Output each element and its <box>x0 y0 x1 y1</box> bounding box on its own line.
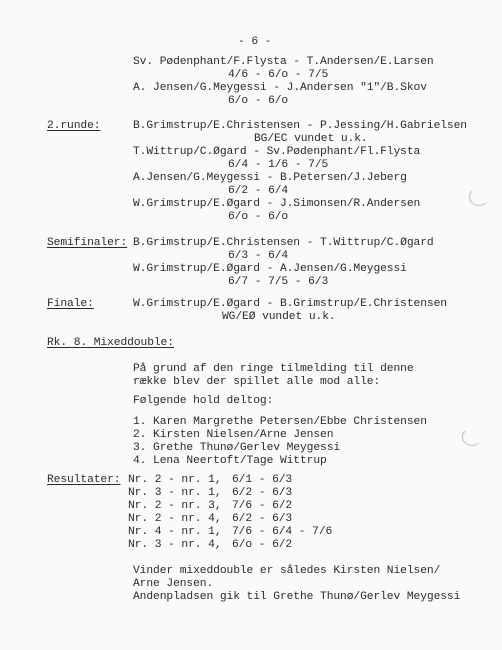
match-line: B.Grimstrup/E.Christensen - T.Wittrup/C.Øgard <box>133 237 434 249</box>
score-line: 6/o - 6/o <box>228 211 289 223</box>
team-list-item: 2. Kirsten Nielsen/Arne Jensen <box>133 429 334 441</box>
team-list-item: 1. Karen Margrethe Petersen/Ebbe Christensen <box>133 416 427 428</box>
result-score: 6/o - 6/2 <box>232 539 293 551</box>
result-score: 7/6 - 6/2 <box>232 500 293 512</box>
participants-label: Følgende hold deltog: <box>133 395 274 407</box>
result-match: Nr. 2 - nr. 3, <box>128 500 222 512</box>
intro-line: række blev der spillet alle mod alle: <box>133 376 381 388</box>
conclusion-line: Andenpladsen gik til Grethe Thunø/Gerlev Meygessi <box>133 591 461 603</box>
punch-hole-mark <box>469 188 489 206</box>
result-score: 6/2 - 6/3 <box>232 487 293 499</box>
match-line: W.Grimstrup/E.Øgard - J.Simonsen/R.Andersen <box>133 198 421 210</box>
match-line: Sv. Pødenphant/F.Flysta - T.Andersen/E.Larsen <box>133 56 434 68</box>
score-line: 6/4 - 1/6 - 7/5 <box>228 159 329 171</box>
conclusion-line: Vinder mixeddouble er således Kirsten Nielsen/ <box>133 565 441 577</box>
match-line: W.Grimstrup/E.Øgard - B.Grimstrup/E.Christensen <box>133 298 447 310</box>
score-line: BG/EC vundet u.k. <box>254 133 368 145</box>
score-line: 6/7 - 7/5 - 6/3 <box>228 276 329 288</box>
result-score: 6/1 - 6/3 <box>232 474 293 486</box>
result-match: Nr. 3 - nr. 4, <box>128 539 222 551</box>
score-line: 6/o - 6/o <box>228 95 289 107</box>
page-number: - 6 - <box>238 36 272 48</box>
match-line: T.Wittrup/C.Øgard - Sv.Pødenphant/Fl.Flysta <box>133 146 421 158</box>
result-match: Nr. 2 - nr. 1, <box>128 474 222 486</box>
round2-label: 2.runde: <box>47 120 101 132</box>
match-line: A.Jensen/G.Meygessi - B.Petersen/J.Jeberg <box>133 172 407 184</box>
score-line: WG/EØ vundet u.k. <box>222 311 336 323</box>
section-heading: Rk. 8. Mixeddouble: <box>47 337 174 349</box>
conclusion-line: Arne Jensen. <box>133 578 214 590</box>
punch-hole-mark <box>462 428 482 446</box>
result-match: Nr. 2 - nr. 4, <box>128 513 222 525</box>
score-line: 6/2 - 6/4 <box>228 185 289 197</box>
team-list-item: 4. Lena Neertoft/Tage Wittrup <box>133 455 327 467</box>
score-line: 6/3 - 6/4 <box>228 250 289 262</box>
intro-line: På grund af den ringe tilmelding til denne <box>133 363 414 375</box>
result-score: 7/6 - 6/4 - 7/6 <box>232 526 333 538</box>
results-label: Resultater: <box>47 474 121 486</box>
team-list-item: 3. Grethe Thunø/Gerlev Meygessi <box>133 442 341 454</box>
match-line: B.Grimstrup/E.Christensen - P.Jessing/H.Gabrielsen <box>133 120 467 132</box>
score-line: 4/6 - 6/o - 7/5 <box>228 69 329 81</box>
final-label: Finale: <box>47 298 94 310</box>
semifinals-label: Semifinaler: <box>47 237 128 249</box>
result-score: 6/2 - 6/3 <box>232 513 293 525</box>
result-match: Nr. 4 - nr. 1, <box>128 526 222 538</box>
match-line: A. Jensen/G.Meygessi - J.Andersen "1"/B.Skov <box>133 82 427 94</box>
result-match: Nr. 3 - nr. 1, <box>128 487 222 499</box>
match-line: W.Grimstrup/E.Øgard - A.Jensen/G.Meygessi <box>133 263 407 275</box>
